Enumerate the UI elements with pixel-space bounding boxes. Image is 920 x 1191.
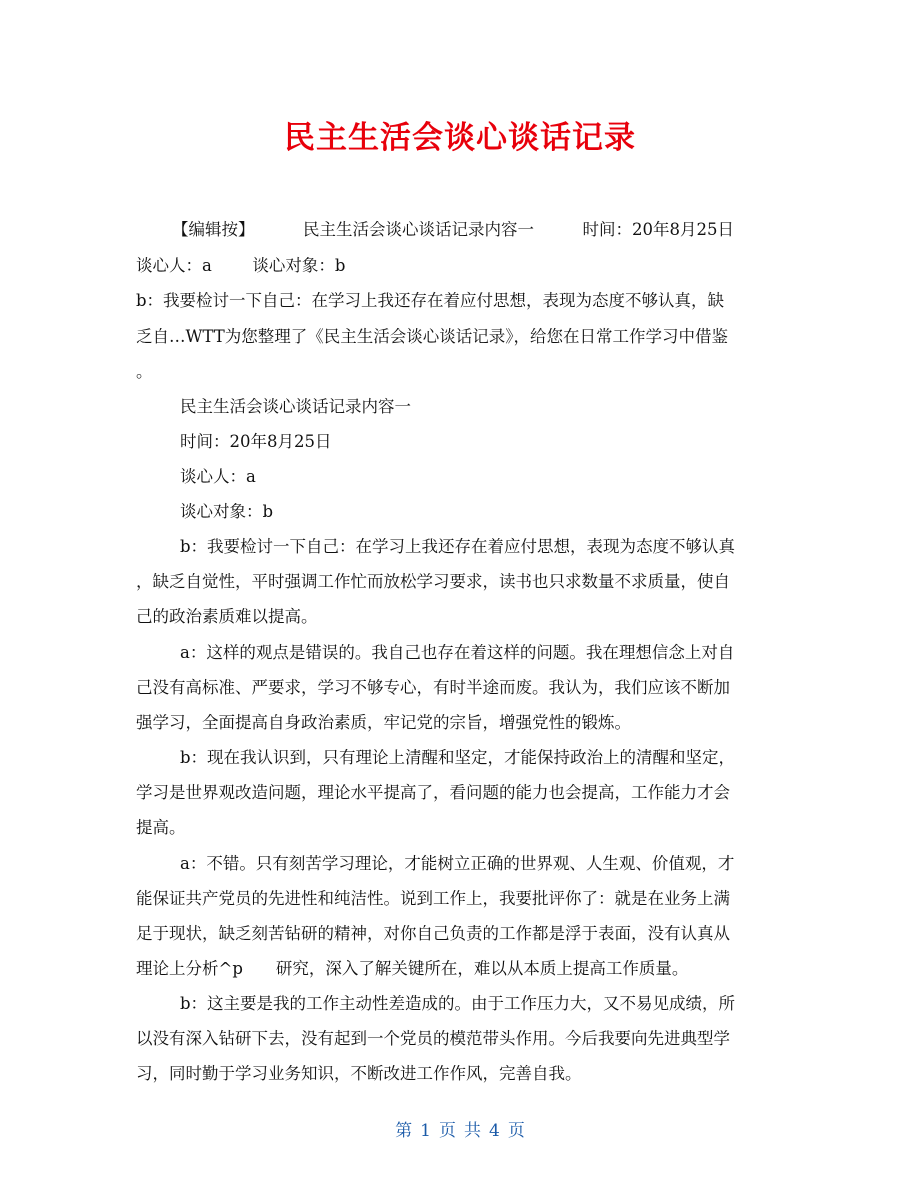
paragraph-line: 以没有深入钻研下去，没有起到一个党员的模范带头作用。今后我要向先进典型学 xyxy=(136,1029,730,1048)
footer-total-label: 共 xyxy=(464,1121,481,1141)
footer-total-number: 4 xyxy=(489,1121,500,1141)
document-title: 民主生活会谈心谈话记录 xyxy=(284,120,636,156)
content-time: 时间：20年8月25日 xyxy=(180,432,332,451)
footer-total-unit: 页 xyxy=(507,1121,525,1141)
summary-time: 时间：20年8月25日 xyxy=(582,220,734,239)
footer-page-unit: 页 xyxy=(439,1121,456,1141)
footer-page-label: 第 xyxy=(395,1121,413,1141)
summary-line-3: b：我要检讨一下自己：在学习上我还存在着应付思想，表现为态度不够认真，缺 xyxy=(136,291,725,310)
paragraph-line: a：不错。只有刻苦学习理论，才能树立正确的世界观、人生观、价值观，才 xyxy=(180,854,735,873)
editor-note-tag: 【编辑按】 xyxy=(172,220,255,239)
paragraph-line: b：我要检讨一下自己：在学习上我还存在着应付思想，表现为态度不够认真 xyxy=(180,537,736,556)
paragraph-line: b：这主要是我的工作主动性差造成的。由于工作压力大，又不易见成绩，所 xyxy=(180,994,736,1013)
summary-line-5: 。 xyxy=(136,362,153,381)
summary-speaker: 谈心人：a xyxy=(136,256,212,275)
summary-line-1 xyxy=(172,218,734,242)
summary-line-2 xyxy=(136,254,345,278)
paragraph-line: ，缺乏自觉性，平时强调工作忙而放松学习要求，读书也只求数量不求质量，使自 xyxy=(136,572,730,591)
paragraph-line: 己的政治素质难以提高。 xyxy=(136,607,318,626)
summary-line-4: 乏自…WTT为您整理了《民主生活会谈心谈话记录》，给您在日常工作学习中借鉴 xyxy=(136,327,729,346)
footer-page-number: 1 xyxy=(420,1121,431,1141)
paragraph-line: 习，同时勤于学习业务知识，不断改进工作作风，完善自我。 xyxy=(136,1064,582,1083)
paragraph-line: 理论上分析^p 研究，深入了解关键所在，难以从本质上提高工作质量。 xyxy=(136,959,689,978)
paragraph-line: 足于现状，缺乏刻苦钻研的精神，对你自己负责的工作都是浮于表面，没有认真从 xyxy=(136,924,730,943)
content-heading: 民主生活会谈心谈话记录内容一 xyxy=(180,397,411,416)
content-target: 谈心对象：b xyxy=(180,502,274,521)
summary-target: 谈心对象：b xyxy=(252,256,346,275)
paragraph-line: b：现在我认识到，只有理论上清醒和坚定，才能保持政治上的清醒和坚定， xyxy=(180,748,736,767)
content-speaker: 谈心人：a xyxy=(180,467,256,486)
page-footer xyxy=(0,1116,920,1141)
paragraph-line: a：这样的观点是错误的。我自己也存在着这样的问题。我在理想信念上对自 xyxy=(180,643,735,662)
paragraph-line: 学习是世界观改造问题，理论水平提高了，看问题的能力也会提高，工作能力才会 xyxy=(136,783,730,802)
summary-heading: 民主生活会谈心谈话记录内容一 xyxy=(303,220,534,239)
paragraph-line: 强学习，全面提高自身政治素质，牢记党的宗旨，增强党性的锻炼。 xyxy=(136,713,631,732)
paragraph-line: 提高。 xyxy=(136,818,186,837)
paragraph-line: 己没有高标准、严要求，学习不够专心，有时半途而废。我认为，我们应该不断加 xyxy=(136,678,730,697)
paragraph-line: 能保证共产党员的先进性和纯洁性。说到工作上，我要批评你了：就是在业务上满 xyxy=(136,889,730,908)
